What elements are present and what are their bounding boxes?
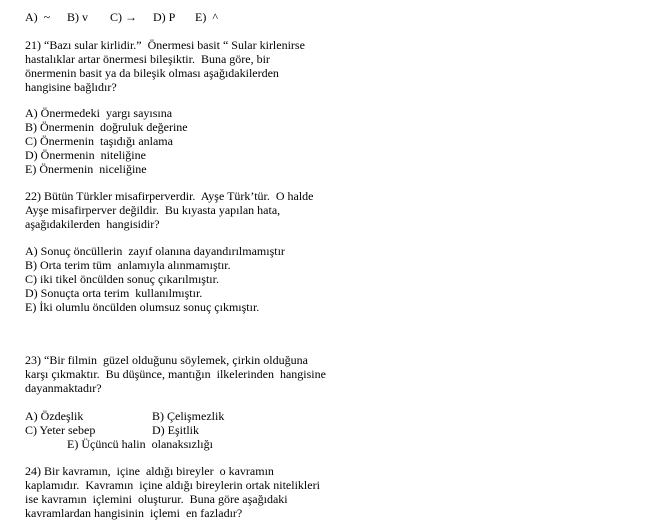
question-22-option-e: E) İki olumlu öncülden olumsuz sonuç çıkmıştır. bbox=[25, 300, 260, 314]
question-21-option-b: B) Önermenin doğruluk değerine bbox=[25, 120, 188, 134]
question-24-stem-line-2: kaplamıdır. Kavramın içine aldığı bireylerin ortak nitelikleri bbox=[25, 478, 320, 492]
question-24-stem-line-3: ise kavramın içlemini oluşturur. Buna göre aşağıdaki bbox=[25, 492, 288, 506]
question-23-option-d: D) Eşitlik bbox=[152, 423, 199, 437]
question-21-stem-line-2: hastalıklar artar önermesi bileşiktir. Buna göre, bir bbox=[25, 52, 270, 66]
question-21-option-c: C) Önermenin taşıdığı anlama bbox=[25, 134, 173, 148]
question-23-stem-line-3: dayanmaktadır? bbox=[25, 381, 102, 395]
question-22-stem-line-1: 22) Bütün Türkler misafirperverdir. Ayşe Türk’tür. O halde bbox=[25, 189, 314, 203]
header-option-d: D) P bbox=[153, 10, 176, 24]
header-option-b: B) v bbox=[67, 10, 88, 24]
question-22-option-a: A) Sonuç öncüllerin zayıf olanına dayandırılmamıştır bbox=[25, 244, 285, 258]
question-23-option-a: A) Özdeşlik bbox=[25, 409, 84, 423]
question-21-option-d: D) Önermenin niteliğine bbox=[25, 148, 146, 162]
question-22-stem-line-3: aşağıdakilerden hangisidir? bbox=[25, 217, 160, 231]
question-21-stem-line-1: 21) “Bazı sular kirlidir.” Önermesi basit “ Sular kirlenirse bbox=[25, 38, 305, 52]
question-24-stem-line-1: 24) Bir kavramın, içine aldığı bireyler o kavramın bbox=[25, 464, 274, 478]
question-22-option-c: C) iki tikel öncülden sonuç çıkarılmıştır. bbox=[25, 272, 219, 286]
question-22-option-d: D) Sonuçta orta terim kullanılmıştır. bbox=[25, 286, 203, 300]
question-22-stem-line-2: Ayşe misafirperver değildir. Bu kıyasta yapılan hata, bbox=[25, 203, 281, 217]
question-21-stem-line-4: hangisine bağlıdır? bbox=[25, 80, 117, 94]
question-22-option-b: B) Orta terim tüm anlamıyla alınmamıştır. bbox=[25, 258, 231, 272]
question-23-option-b: B) Çelişmezlik bbox=[152, 409, 225, 423]
question-23-stem-line-2: karşı çıkmaktır. Bu düşünce, mantığın ilkelerinden hangisine bbox=[25, 367, 326, 381]
question-24-stem-line-4: kavramlardan hangisinin içlemi en fazladır? bbox=[25, 506, 243, 520]
question-23-option-e: E) Üçüncü halin olanaksızlığı bbox=[67, 437, 213, 451]
question-23-stem-line-1: 23) “Bir filmin güzel olduğunu söylemek, çirkin olduğuna bbox=[25, 353, 308, 367]
question-21-option-e: E) Önermenin niceliğine bbox=[25, 162, 147, 176]
question-21-stem-line-3: önermenin basit ya da bileşik olması aşağıdakilerden bbox=[25, 66, 279, 80]
header-option-c: C) → bbox=[110, 10, 137, 24]
header-option-e: E) ^ bbox=[195, 10, 218, 24]
header-option-a: A) ~ bbox=[25, 10, 51, 24]
question-21-option-a: A) Önermedeki yargı sayısına bbox=[25, 106, 173, 120]
question-23-option-c: C) Yeter sebep bbox=[25, 423, 96, 437]
